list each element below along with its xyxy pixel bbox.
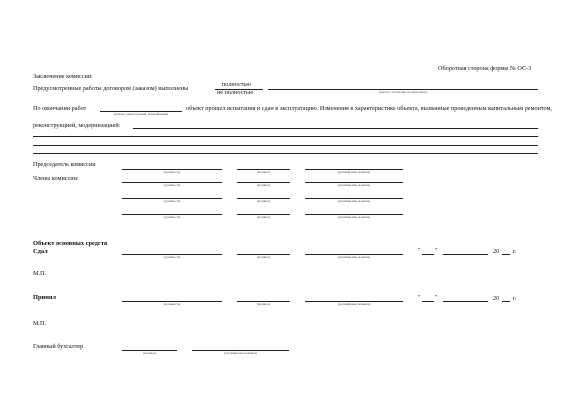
not-fully-option[interactable]: не полностью [217,89,254,96]
asset-title: Объект основных средств [33,240,108,247]
position-caption: (должность) [163,302,181,306]
full-name-caption: (расшифровка подписи) [337,199,371,203]
handed-over-title: Сдал [33,248,48,255]
signature-caption: (подпись) [256,302,271,306]
year-prefix: 20 [493,248,500,255]
fully-option[interactable]: полностью [222,81,251,88]
full-name-caption: (расшифровка подписи) [337,302,371,306]
repair-kind-caption: (ремонт, реконструкция, модернизация) [113,112,168,116]
changes-line-3[interactable] [33,145,538,146]
full-name-caption: (расшифровка подписи) [337,170,371,174]
position-caption: (должность) [163,255,181,259]
year-suffix: г. [513,295,517,302]
date-quote-close: " [435,247,438,254]
date-quote-open: " [418,294,421,301]
stamp-placeholder: М.П. [33,270,47,277]
changes-line-1[interactable] [133,128,538,129]
position-caption: (должность) [163,170,181,174]
day-line[interactable] [422,254,434,255]
work-done-label: Предусмотренные работы договором (заказом) выполнены [33,85,189,92]
basis-line2: реконструкцией, модернизацией: [33,122,121,129]
date-quote-open: " [418,247,421,254]
changes-line-2[interactable] [33,136,538,137]
year-suffix: г. [513,248,517,255]
signature-caption: (подпись) [256,215,271,219]
month-line[interactable] [443,301,488,302]
changes-line-4[interactable] [33,153,538,154]
full-name-caption: (расшифровка подписи) [337,183,371,187]
position-caption: (должность) [163,199,181,203]
reason-caption: (указать, что именно не выполнено) [378,90,428,94]
full-name-caption: (расшифровка подписи) [337,255,371,259]
signature-caption: (подпись) [256,183,271,187]
basis-prefix: По окончании работ [33,105,87,112]
basis-suffix: объект прошел испытания и сдан в эксплуатацию. Изменения в характеристике объекта, вызванные проведенным капитальным ремонтом, [186,105,552,112]
year-line[interactable] [502,254,510,255]
position-caption: (должность) [163,215,181,219]
month-line[interactable] [443,254,488,255]
year-line[interactable] [502,301,510,302]
full-name-caption: (расшифровка подписи) [224,351,257,355]
conclusion-title: Заключение комиссии: [33,73,93,80]
year-prefix: 20 [493,295,500,302]
date-quote-close: " [435,294,438,301]
signature-caption: (подпись) [256,170,271,174]
signature-caption: (подпись) [256,199,271,203]
full-name-caption: (расшифровка подписи) [337,215,371,219]
chair-label: Председатель комиссии [33,161,96,168]
chief-accountant-label: Главный бухгалтер [33,343,84,350]
members-label: Члены комиссии: [33,175,79,182]
accepted-title: Принял [33,294,56,301]
position-caption: (должность) [163,183,181,187]
signature-caption: (подпись) [142,351,157,355]
form-side-label: Оборотная сторона формы № ОС-3 [438,65,532,72]
day-line[interactable] [422,301,434,302]
signature-caption: (подпись) [256,255,271,259]
stamp-placeholder: М.П. [33,320,47,327]
